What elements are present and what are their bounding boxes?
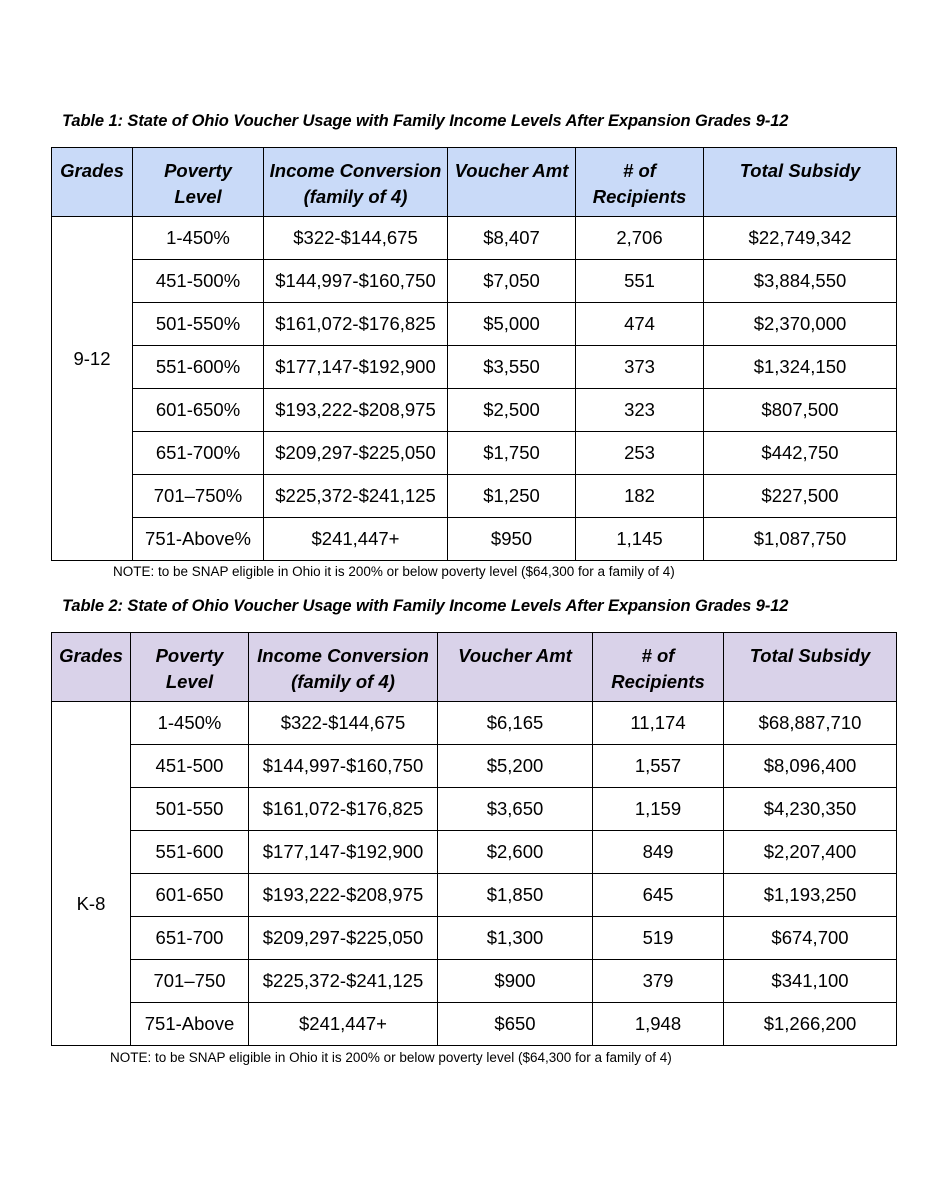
header-grades: Grades — [52, 148, 133, 217]
voucher-amt-cell: $2,500 — [448, 389, 576, 432]
header-recipients: # of Recipients — [576, 148, 704, 217]
recipients-cell: 11,174 — [593, 702, 724, 745]
poverty-level-cell: 701–750% — [133, 475, 264, 518]
income-conversion-cell: $241,447+ — [249, 1003, 438, 1046]
voucher-amt-cell: $1,850 — [438, 874, 593, 917]
income-conversion-cell: $241,447+ — [264, 518, 448, 561]
table-row — [52, 960, 897, 1003]
income-conversion-cell: $193,222-$208,975 — [264, 389, 448, 432]
header-grades: Grades — [52, 633, 131, 702]
table-row — [52, 389, 897, 432]
income-conversion-cell: $177,147-$192,900 — [264, 346, 448, 389]
recipients-cell: 474 — [576, 303, 704, 346]
poverty-level-cell: 551-600% — [133, 346, 264, 389]
table1-caption: Table 1: State of Ohio Voucher Usage with Family Income Levels After Expansion Grades 9-12 — [62, 112, 789, 130]
voucher-amt-cell: $5,200 — [438, 745, 593, 788]
total-subsidy-cell: $22,749,342 — [704, 217, 897, 260]
poverty-level-cell: 451-500% — [133, 260, 264, 303]
income-conversion-cell: $144,997-$160,750 — [249, 745, 438, 788]
poverty-level-cell: 601-650 — [131, 874, 249, 917]
header-total-subsidy: Total Subsidy — [704, 148, 897, 217]
income-conversion-cell: $161,072-$176,825 — [264, 303, 448, 346]
voucher-amt-cell: $8,407 — [448, 217, 576, 260]
voucher-amt-cell: $7,050 — [448, 260, 576, 303]
table-row — [52, 260, 897, 303]
header-recipients: # of Recipients — [593, 633, 724, 702]
recipients-cell: 182 — [576, 475, 704, 518]
table2-note: NOTE: to be SNAP eligible in Ohio it is 200% or below poverty level ($64,300 for a family of 4) — [110, 1050, 672, 1065]
table-row — [52, 702, 897, 745]
income-conversion-cell: $322-$144,675 — [249, 702, 438, 745]
header-voucher-amt: Voucher Amt — [438, 633, 593, 702]
recipients-cell: 551 — [576, 260, 704, 303]
table-row — [52, 874, 897, 917]
income-conversion-cell: $225,372-$241,125 — [249, 960, 438, 1003]
income-conversion-cell: $322-$144,675 — [264, 217, 448, 260]
recipients-cell: 323 — [576, 389, 704, 432]
income-conversion-cell: $177,147-$192,900 — [249, 831, 438, 874]
table-row — [52, 432, 897, 475]
table1 — [51, 147, 897, 561]
table-row — [52, 788, 897, 831]
income-conversion-cell: $225,372-$241,125 — [264, 475, 448, 518]
poverty-level-cell: 501-550% — [133, 303, 264, 346]
income-conversion-cell: $144,997-$160,750 — [264, 260, 448, 303]
table1-header-row — [52, 148, 897, 217]
recipients-cell: 379 — [593, 960, 724, 1003]
recipients-cell: 1,948 — [593, 1003, 724, 1046]
table-row — [52, 346, 897, 389]
total-subsidy-cell: $2,207,400 — [724, 831, 897, 874]
grade-group-cell: K-8 — [52, 702, 131, 1046]
table-row — [52, 917, 897, 960]
poverty-level-cell: 1-450% — [131, 702, 249, 745]
grade-group-cell: 9-12 — [52, 217, 133, 561]
total-subsidy-cell: $1,266,200 — [724, 1003, 897, 1046]
income-conversion-cell: $209,297-$225,050 — [249, 917, 438, 960]
voucher-amt-cell: $1,250 — [448, 475, 576, 518]
voucher-amt-cell: $650 — [438, 1003, 593, 1046]
recipients-cell: 519 — [593, 917, 724, 960]
poverty-level-cell: 551-600 — [131, 831, 249, 874]
header-voucher-amt: Voucher Amt — [448, 148, 576, 217]
poverty-level-cell: 501-550 — [131, 788, 249, 831]
total-subsidy-cell: $442,750 — [704, 432, 897, 475]
recipients-cell: 2,706 — [576, 217, 704, 260]
total-subsidy-cell: $4,230,350 — [724, 788, 897, 831]
voucher-amt-cell: $3,550 — [448, 346, 576, 389]
total-subsidy-cell: $674,700 — [724, 917, 897, 960]
voucher-amt-cell: $950 — [448, 518, 576, 561]
income-conversion-cell: $161,072-$176,825 — [249, 788, 438, 831]
recipients-cell: 645 — [593, 874, 724, 917]
voucher-amt-cell: $5,000 — [448, 303, 576, 346]
voucher-amt-cell: $1,750 — [448, 432, 576, 475]
poverty-level-cell: 1-450% — [133, 217, 264, 260]
total-subsidy-cell: $227,500 — [704, 475, 897, 518]
table-row — [52, 745, 897, 788]
header-total-subsidy: Total Subsidy — [724, 633, 897, 702]
header-income-conversion: Income Conversion (family of 4) — [264, 148, 448, 217]
total-subsidy-cell: $1,087,750 — [704, 518, 897, 561]
total-subsidy-cell: $68,887,710 — [724, 702, 897, 745]
recipients-cell: 373 — [576, 346, 704, 389]
poverty-level-cell: 701–750 — [131, 960, 249, 1003]
recipients-cell: 1,557 — [593, 745, 724, 788]
voucher-amt-cell: $3,650 — [438, 788, 593, 831]
total-subsidy-cell: $1,324,150 — [704, 346, 897, 389]
recipients-cell: 1,159 — [593, 788, 724, 831]
header-income-conversion: Income Conversion (family of 4) — [249, 633, 438, 702]
voucher-amt-cell: $1,300 — [438, 917, 593, 960]
poverty-level-cell: 601-650% — [133, 389, 264, 432]
recipients-cell: 1,145 — [576, 518, 704, 561]
total-subsidy-cell: $1,193,250 — [724, 874, 897, 917]
table2-caption: Table 2: State of Ohio Voucher Usage with Family Income Levels After Expansion Grades 9-12 — [62, 597, 789, 615]
total-subsidy-cell: $341,100 — [724, 960, 897, 1003]
total-subsidy-cell: $3,884,550 — [704, 260, 897, 303]
total-subsidy-cell: $8,096,400 — [724, 745, 897, 788]
header-poverty-level: Poverty Level — [133, 148, 264, 217]
income-conversion-cell: $209,297-$225,050 — [264, 432, 448, 475]
income-conversion-cell: $193,222-$208,975 — [249, 874, 438, 917]
poverty-level-cell: 451-500 — [131, 745, 249, 788]
voucher-amt-cell: $2,600 — [438, 831, 593, 874]
poverty-level-cell: 751-Above% — [133, 518, 264, 561]
total-subsidy-cell: $2,370,000 — [704, 303, 897, 346]
table-row — [52, 217, 897, 260]
table-row — [52, 475, 897, 518]
recipients-cell: 849 — [593, 831, 724, 874]
header-poverty-level: Poverty Level — [131, 633, 249, 702]
table2-header-row — [52, 633, 897, 702]
poverty-level-cell: 651-700% — [133, 432, 264, 475]
table-row — [52, 518, 897, 561]
table2 — [51, 632, 897, 1046]
poverty-level-cell: 651-700 — [131, 917, 249, 960]
total-subsidy-cell: $807,500 — [704, 389, 897, 432]
table-row — [52, 1003, 897, 1046]
table-row — [52, 303, 897, 346]
table1-note: NOTE: to be SNAP eligible in Ohio it is 200% or below poverty level ($64,300 for a family of 4) — [113, 564, 675, 579]
recipients-cell: 253 — [576, 432, 704, 475]
poverty-level-cell: 751-Above — [131, 1003, 249, 1046]
voucher-amt-cell: $900 — [438, 960, 593, 1003]
voucher-amt-cell: $6,165 — [438, 702, 593, 745]
table-row — [52, 831, 897, 874]
